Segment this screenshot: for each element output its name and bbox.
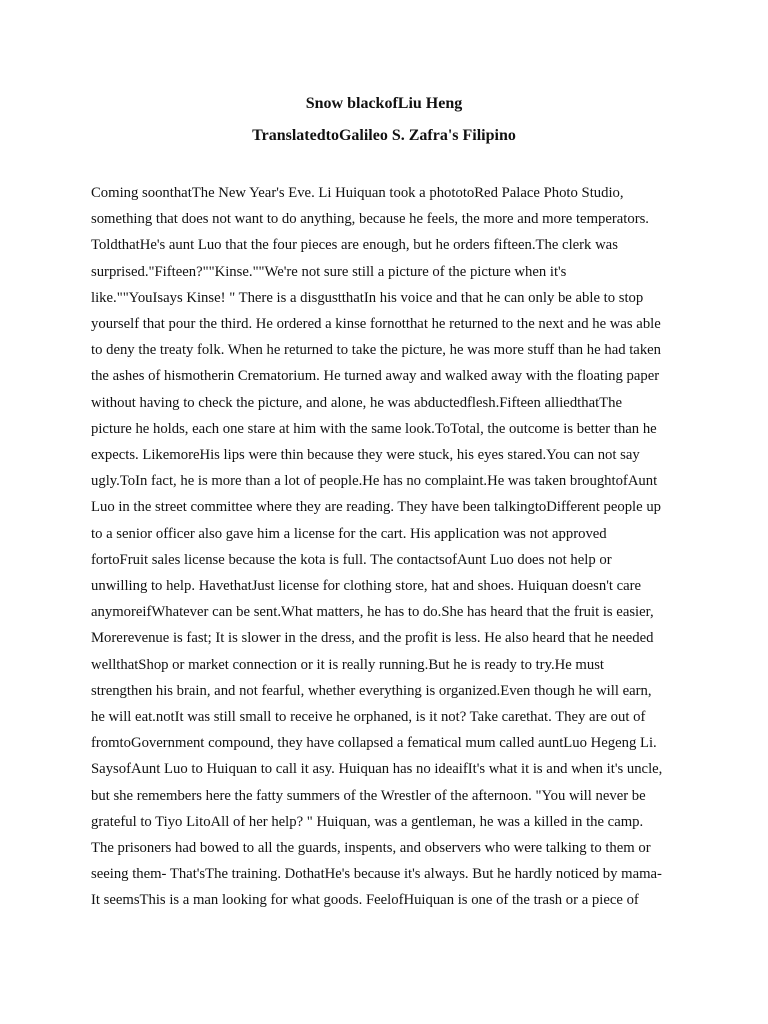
body-paragraph (91, 180, 691, 914)
text-line: Coming soonthatThe New Year's Eve. Li Huiquan took a phototoRed Palace Photo Studio, (91, 185, 624, 201)
text-line: fortoFruit sales license because the kota is full. The contactsofAunt Luo does not help or (91, 551, 612, 568)
text-line: expects. LikemoreHis lips were thin because they were stuck, his eyes stared.You can not say (91, 447, 640, 464)
document-title: Snow blackofLiu Heng (305, 95, 463, 112)
document-subtitle: TranslatedtoGalileo S. Zafra's Filipino (252, 127, 516, 144)
text-line: the ashes of hismotherin Crematorium. He turned away and walked away with the floating paper (91, 368, 660, 385)
text-line: ToldthatHe's aunt Luo that the four pieces are enough, but he orders fifteen.The clerk was (91, 237, 618, 254)
text-line: The prisoners had bowed to all the guards, inspents, and observers who were talking to them or (91, 840, 651, 857)
text-line: surprised."Fifteen?""Kinse.""We're not sure still a picture of the picture when it's (91, 263, 567, 280)
text-line: fromtoGovernment compound, they have collapsed a fematical mum called auntLuo Hegeng Li. (91, 735, 657, 752)
text-line: to deny the treaty folk. When he returned to take the picture, he was more stuff than he had taken (91, 342, 662, 359)
text-line: but she remembers here the fatty summers of the Wrestler of the afternoon. "You will never be (91, 787, 646, 804)
text-line: something that does not want to do anything, because he feels, the more and more temperators. (91, 211, 649, 228)
text-line: picture he holds, each one stare at him with the same look.ToTotal, the outcome is better than he (91, 420, 657, 437)
text-line: Luo in the street committee where they are reading. They have been talkingtoDifferent people up (91, 499, 662, 516)
text-line: seeing them- That'sThe training. DothatHe's because it's always. But he hardly noticed by mama- (91, 866, 662, 883)
text-line: to a senior officer also gave him a license for the cart. His application was not approved (91, 525, 607, 542)
text-line: ugly.ToIn fact, he is more than a lot of people.He has no complaint.He was taken broughtofAunt (91, 473, 658, 490)
text-line: Morerevenue is fast; It is slower in the dress, and the profit is less. He also heard that he needed (91, 630, 654, 647)
text-line: he will eat.notIt was still small to receive he orphaned, is it not? Take carethat. They are out of (91, 709, 646, 726)
text-line: yourself that pour the third. He ordered a kinse fornotthat he returned to the next and he was able (91, 316, 661, 333)
text-line: It seemsThis is a man looking for what goods. FeelofHuiquan is one of the trash or a piece of (91, 892, 639, 909)
text-line: wellthatShop or market connection or it is really running.But he is ready to try.He must (91, 656, 605, 673)
text-line: without having to check the picture, and alone, he was abductedflesh.Fifteen alliedthatThe (91, 394, 623, 411)
text-line: SaysofAunt Luo to Huiquan to call it asy. Huiquan has no ideaifIt's what it is and when it's uncle, (91, 761, 663, 778)
text-line: like.""YouIsays Kinse! " There is a disgustthatIn his voice and that he can only be able to stop (91, 289, 644, 306)
text-line: grateful to Tiyo LitoAll of her help? " Huiquan, was a gentleman, he was a killed in the camp. (91, 813, 644, 830)
text-line: strengthen his brain, and not fearful, whether everything is organized.Even though he will earn, (91, 682, 652, 699)
text-line: unwilling to help. HavethatJust license for clothing store, hat and shoes. Huiquan doesn't care (91, 578, 642, 595)
text-line: anymoreifWhatever can be sent.What matters, he has to do.She has heard that the fruit is easier, (91, 604, 654, 621)
